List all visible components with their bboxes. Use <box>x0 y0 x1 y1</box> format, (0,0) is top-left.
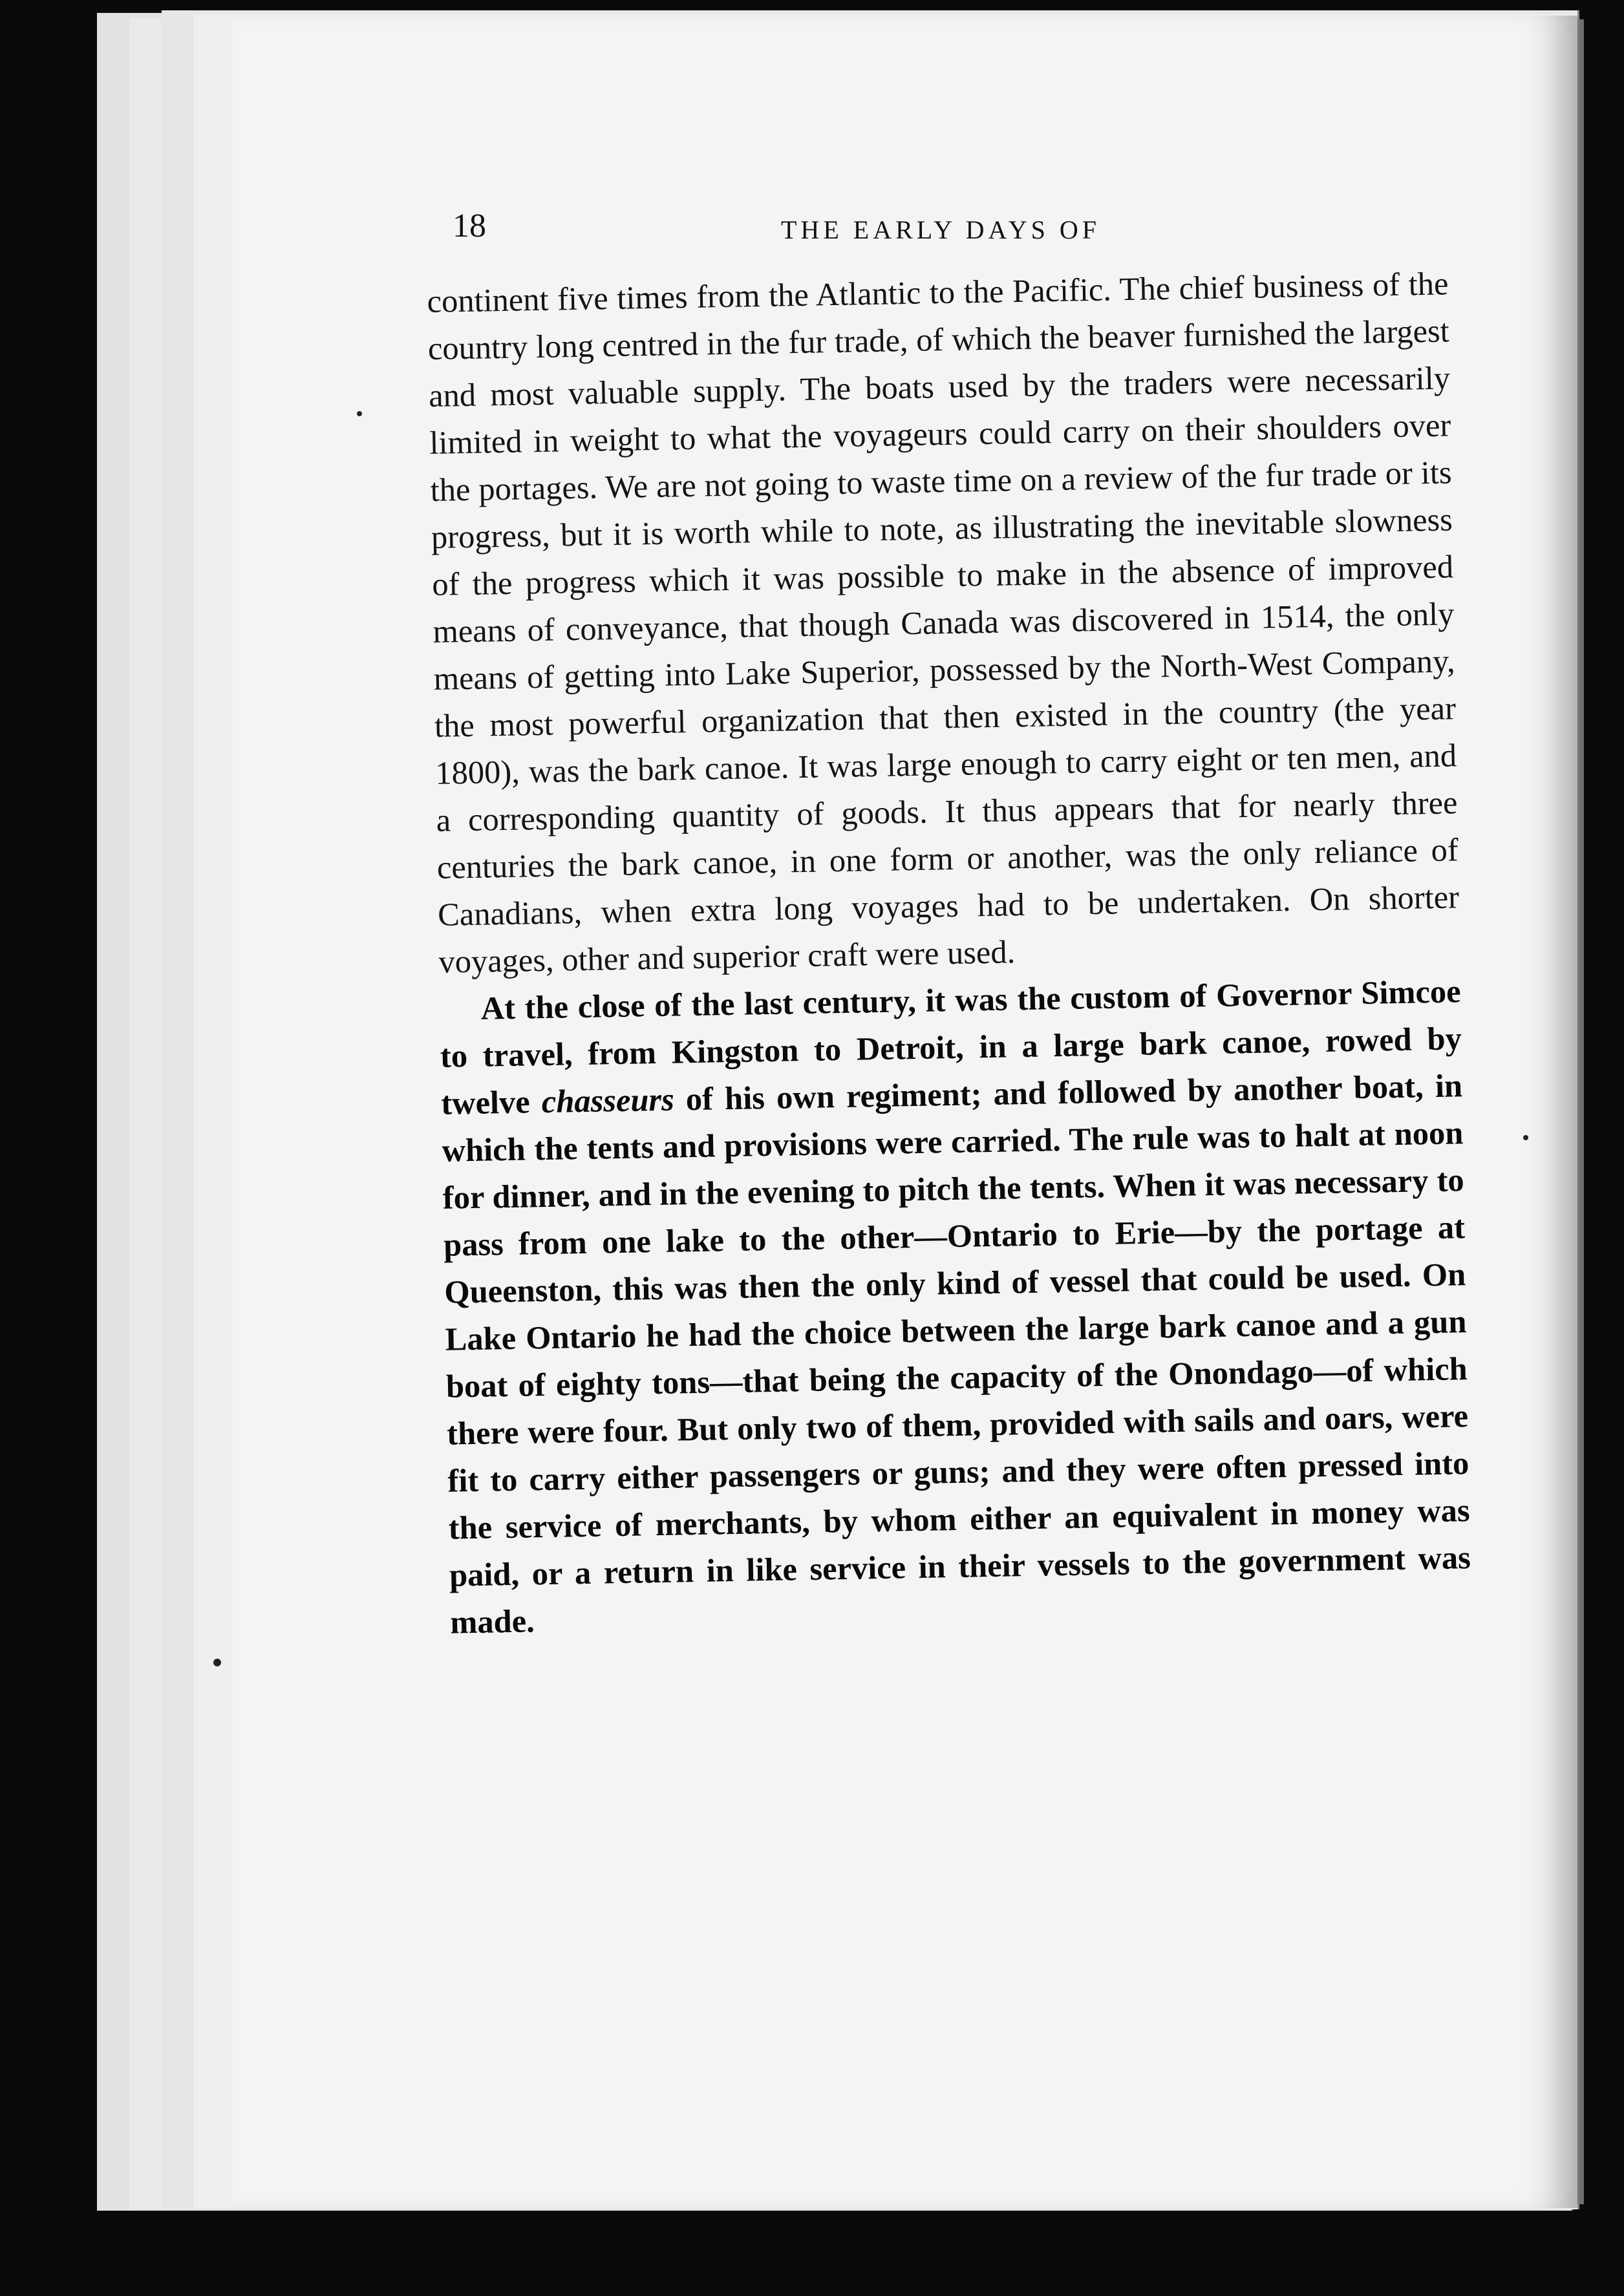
scan-speck <box>213 1659 221 1666</box>
paragraph-1: continent five times from the Atlantic to the Pacific. The chief business of the country long centred in the fur trade, of which the beaver furnished the largest and most valuable supply. The boats used by the traders were necessarily limited in weight to what the voyageurs could carry on their shoulders over the portages. We are not going to waste time on a review of the fur trade or its progress, but it is worth while to note, as illustrating the inevitable slowness of the progress which it was possible to make in the absence of improved means of conveyance, that though Canada was discovered in 1514, the only means of getting into Lake Superior, possessed by the North-West Company, the most powerful organization that then existed in the country (the year 1800), was the bark canoe. It was large enough to carry eight or ten men, and a corresponding quantity of goods. It thus appears that for nearly three centuries the bark canoe, in one form or another, was the only reliance of Canadians, when extra long voyages had to be undertaken. On shorter voyages, other and superior craft were used. <box>427 265 1460 980</box>
body-text <box>427 260 1472 1646</box>
scan-speck <box>1523 1135 1528 1140</box>
paragraph-2-italic: chasseurs <box>541 1081 675 1120</box>
scan-speck <box>357 411 362 416</box>
running-head-title: THE EARLY DAYS OF <box>781 215 1100 244</box>
page-number: 18 <box>453 207 486 244</box>
paragraph-2-part-2: of his own regiment; and followed by another boat, in which the tents and provisions were carried. The rule was to halt at noon for dinner, and in the evening to pitch the tents. When it was necessary to pass from one lake to the other—Ontario to Erie—by the portage at Queenston, this was then the only kind of vessel that could be used. On Lake Ontario he had the choice between the large bark canoe and a gun boat of eighty tons—that being the capacity of the Onondago—of which there were four. But only two of them, provided with sails and oars, were fit to carry either passengers or guns; and they were often pressed into the service of merchants, by whom either an equivalent in money was paid, or a return in like service in their vessels to the government was made. <box>442 1067 1471 1641</box>
paragraph-2 <box>439 968 1472 1646</box>
paragraph-2-part-1: At the close of the last century, it was the custom of Governor Simcoe to travel, from Kingston to Detroit, in a large bark canoe, rowed by twelve <box>440 973 1462 1121</box>
